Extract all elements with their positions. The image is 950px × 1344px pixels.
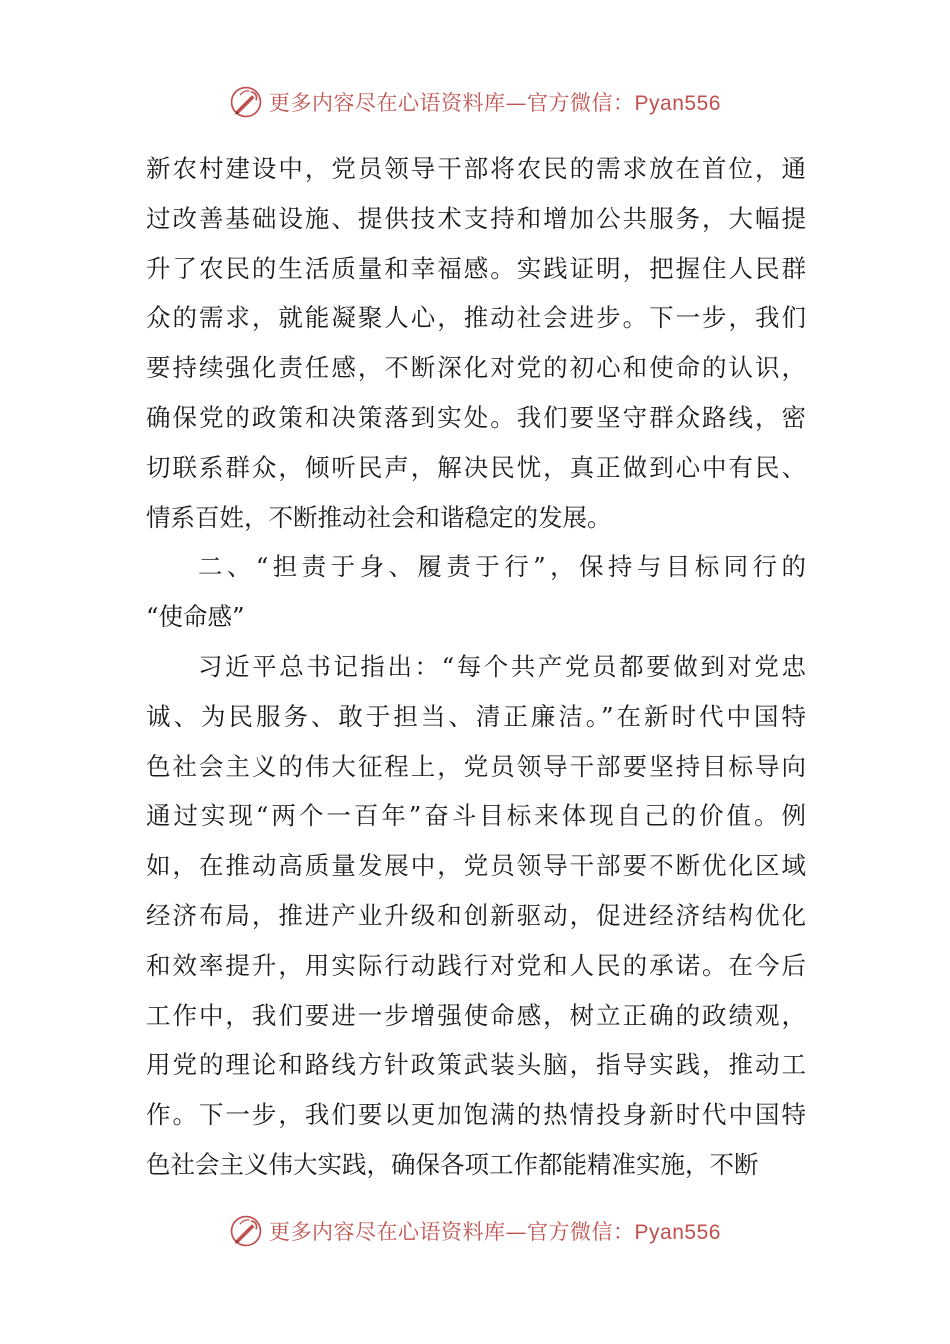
watermark-text [269, 87, 721, 117]
paragraph-line: 习近平总书记指出：“每个共产党员都要做到对党忠 [198, 651, 806, 681]
header-watermark [0, 82, 950, 122]
paragraph-line: 升了农民的生活质量和幸福感。实践证明，把握住人民群 [146, 253, 806, 283]
watermark-wechat-label: 官方微信： [527, 91, 635, 115]
watermark-dash: — [505, 1220, 528, 1244]
paragraph-line: 工作中，我们要进一步增强使命感，树立正确的政绩观， [146, 1000, 806, 1030]
document-body [146, 144, 806, 1190]
paragraph-line: 情系百姓，不断推动社会和谐稳定的发展。 [146, 502, 612, 532]
paragraph-line: 新农村建设中，党员领导干部将农民的需求放在首位，通 [146, 154, 806, 183]
paragraph-line: 确保党的政策和决策落到实处。我们要坚守群众路线，密 [146, 402, 806, 432]
paragraph-line: 诚、为民服务、敢于担当、清正廉洁。”在新时代中国特 [146, 701, 806, 731]
section-heading-line: 二、“担责于身、履责于行”，保持与目标同行的 [198, 552, 806, 582]
paragraph-line: 通过实现“两个一百年”奋斗目标来体现自己的价值。例 [146, 801, 806, 831]
paragraph-line: 和效率提升，用实际行动践行对党和人民的承诺。在今后 [146, 950, 806, 980]
watermark-wechat-label: 官方微信： [527, 1220, 635, 1244]
paragraph-line: 如，在推动高质量发展中，党员领导干部要不断优化区域 [146, 851, 806, 881]
paragraph-line: 色社会主义的伟大征程上，党员领导干部要坚持目标导向 [146, 751, 806, 781]
paragraph-line: 色社会主义伟大实践，确保各项工作都能精准实施，不断 [146, 1149, 759, 1179]
watermark-dash: — [505, 91, 528, 115]
pen-logo-icon [229, 1214, 263, 1248]
paragraph-line: 作。下一步，我们要以更加饱满的热情投身新时代中国特 [146, 1100, 806, 1130]
paragraph-line: 过改善基础设施、提供技术支持和增加公共服务，大幅提 [146, 203, 806, 233]
watermark-wechat-id: Pyan556 [634, 1221, 721, 1244]
paragraph-line: 切联系群众，倾听民声，解决民忧，真正做到心中有民、 [146, 452, 806, 482]
watermark-text [269, 1216, 721, 1246]
watermark-prefix: 更多内容尽在心语资料库 [269, 91, 506, 115]
watermark-prefix: 更多内容尽在心语资料库 [269, 1220, 506, 1244]
section-heading-line: “使命感” [146, 602, 245, 632]
pen-logo-icon [229, 85, 263, 119]
footer-watermark [0, 1211, 950, 1251]
paragraph-line: 众的需求，就能凝聚人心，推动社会进步。下一步，我们 [146, 303, 806, 333]
paragraph-line: 要持续强化责任感，不断深化对党的初心和使命的认识， [146, 353, 806, 383]
paragraph-line: 用党的理论和路线方针政策武装头脑，指导实践，推动工 [146, 1050, 806, 1080]
watermark-wechat-id: Pyan556 [634, 92, 721, 115]
paragraph-line: 经济布局，推进产业升级和创新驱动，促进经济结构优化 [146, 900, 806, 930]
